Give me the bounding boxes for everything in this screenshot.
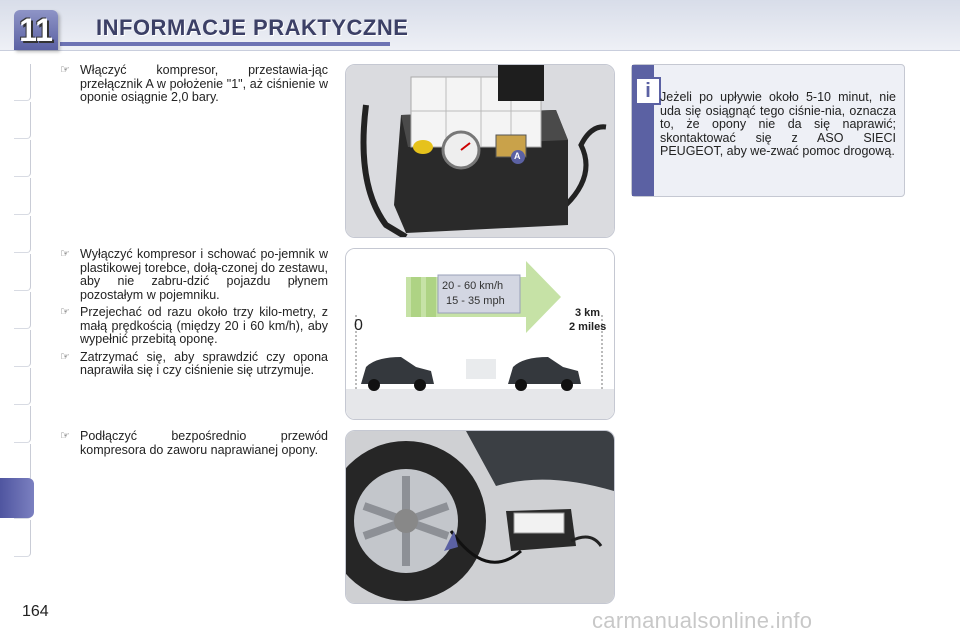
page-number: 164 <box>22 603 49 620</box>
switch-a-label: A <box>514 151 521 161</box>
title-underline <box>60 42 390 46</box>
page-title: INFORMACJE PRAKTYCZNE <box>96 15 409 40</box>
side-tab[interactable] <box>14 292 31 329</box>
side-tab[interactable] <box>14 140 31 177</box>
side-tab[interactable] <box>14 368 31 405</box>
list-item <box>60 64 328 105</box>
instruction-block-3 <box>60 430 328 461</box>
instruction-text: Podłączyć bezpośrednio przewód kompresora do zaworu naprawianej opony. <box>80 429 328 457</box>
side-tab[interactable] <box>14 254 31 291</box>
side-tab[interactable] <box>14 64 31 101</box>
instruction-text: Przejechać od razu około trzy kilo-metry, z małą prędkością (między 20 i 60 km/h), aby wypełnić przebitą oponę. <box>80 305 328 346</box>
list-item <box>60 351 328 378</box>
pointing-hand-icon: ☞ <box>60 306 70 318</box>
instruction-text: Wyłączyć kompresor i schować po-jemnik w plastikowej torebce, dołą-czonej do zestawu, aby nie zabru-dzić pojazdu płynem pozostałym w pojemniku. <box>80 247 328 302</box>
instruction-block-2 <box>60 248 328 382</box>
distance-miles-label: 2 miles <box>569 321 607 333</box>
list-item <box>60 306 328 347</box>
side-tab[interactable] <box>14 444 31 481</box>
start-label: 0 <box>354 317 363 334</box>
info-icon: i <box>635 77 661 105</box>
info-box <box>631 64 905 197</box>
side-tab[interactable] <box>14 178 31 215</box>
list-item <box>60 430 328 457</box>
side-tab-active[interactable] <box>0 478 34 518</box>
side-tab[interactable] <box>14 216 31 253</box>
chapter-number: 11 <box>19 12 53 48</box>
side-tab[interactable] <box>14 330 31 367</box>
pointing-hand-icon: ☞ <box>60 64 70 76</box>
side-tab[interactable] <box>14 102 31 139</box>
pointing-hand-icon: ☞ <box>60 248 70 260</box>
instruction-block-1 <box>60 64 328 109</box>
side-tab[interactable] <box>14 520 31 557</box>
list-item <box>60 248 328 302</box>
instruction-text: Zatrzymać się, aby sprawdzić czy opona naprawiła się i czy ciśnienie się utrzymuje. <box>80 349 328 377</box>
compressor-illustration <box>345 64 615 238</box>
drive-distance-diagram <box>345 248 615 420</box>
tire-connection-illustration <box>345 430 615 604</box>
pointing-hand-icon: ☞ <box>60 430 70 442</box>
distance-km-label: 3 km <box>575 307 601 319</box>
side-tab[interactable] <box>14 406 31 443</box>
info-text: Jeżeli po upływie około 5-10 minut, nie uda się osiągnąć tego ciśnie-nia, oznacza to, że opony nie da się naprawić; skontaktować się z ASO SIECI PEUGEOT, aby we-zwać pomoc drogową. <box>660 90 896 158</box>
watermark: carmanualsonline.info <box>592 608 813 633</box>
speed-mph-label: 15 - 35 mph <box>446 295 505 307</box>
instruction-text: Włączyć kompresor, przestawia-jąc przełącznik A w położenie "1", aż ciśnienie w oponie osiągnie 2,0 bary. <box>80 63 328 104</box>
speed-kmh-label: 20 - 60 km/h <box>442 280 504 292</box>
pointing-hand-icon: ☞ <box>60 350 70 363</box>
